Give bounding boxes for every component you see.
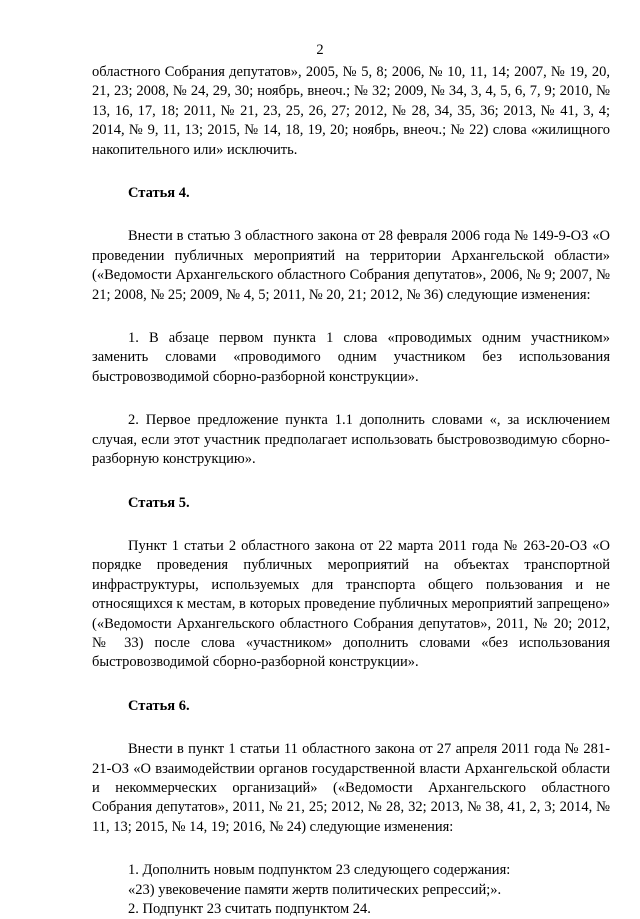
article-6-paragraph: Внести в пункт 1 статьи 11 областного закона от 27 апреля 2011 года № 281-21-ОЗ «О взаимодействии органов государственной власти Архангельской области и некоммерческих организаций» («Ведомости Архангельского областного Собрания депутатов», 2011, № 21, 25; 2012, № 28, 32; 2013, № 38, 41, 2, 3; 2014, № 11, 13; 2015, № 14, 19; 2016, № 24) следующие изменения:: [92, 741, 610, 835]
article-6-heading: Статья 6.: [128, 697, 190, 714]
article-5-paragraph: Пункт 1 статьи 2 областного закона от 22 марта 2011 года № 263-20-ОЗ «О порядке проведения публичных мероприятий на объектах транспортной инфраструктуры, используемых для транспорта общего пользования и не относящихся к местам, в которых проведение публичных мероприятий запрещено» («Ведомости Архангельского областного Собрания депутатов», 2011, № 20; 2012, № 33) после слова «участником» дополнить словами «без использования быстровозводимой сборно-разборной конструкции».: [92, 537, 610, 671]
article-4-paragraph: Внести в статью 3 областного закона от 28 февраля 2006 года № 149-9-ОЗ «О проведении публичных мероприятий на территории Архангельской области» («Ведомости Архангельского областного Собрания депутатов», 2006, № 9; 2007, № 21; 2008, № 25; 2009, № 4, 5; 2011, № 20, 21; 2012, № 36) следующие изменения:: [92, 228, 610, 303]
article-4-item-2: 2. Первое предложение пункта 1.1 дополнить словами «, за исключением случая, если этот участник предполагает использовать быстровозводимую сборно-разборную конструкцию».: [92, 412, 610, 468]
article-5-heading: Статья 5.: [128, 494, 190, 511]
page-number: 2: [316, 42, 324, 58]
article-4-item-1: 1. В абзаце первом пункта 1 слова «проводимых одним участником» заменить словами «проводимого одним участником без использования быстровозводимой сборно-разборной конструкции».: [92, 330, 610, 385]
article-6-item-2: 2. Подпункт 23 считать подпунктом 24.: [128, 901, 371, 917]
document-body: [92, 63, 610, 919]
article-6-new-subitem: «23) увековечение памяти жертв политических репрессий;».: [128, 881, 502, 898]
intro-paragraph: областного Собрания депутатов», 2005, № 5, 8; 2006, № 10, 11, 14; 2007, № 19, 20, 21, 23; 2008, № 24, 29, 30; ноябрь, внеоч.; № 32; 2009, № 34, 3, 4, 5, 6, 7, 9; 2010, № 13, 16, 17, 18; 2011, № 21, 23, 25, 26, 27; 2012, № 28, 34, 35, 36; 2013, № 41, 3, 4; 2014, № 9, 11, 13; 2015, № 14, 18, 19, 20; ноябрь, внеоч.; № 22) слова «жилищного накопительного или» исключить.: [92, 64, 610, 158]
article-6-item-1: 1. Дополнить новым подпунктом 23 следующего содержания:: [128, 862, 511, 879]
article-4-heading: Статья 4.: [128, 185, 190, 202]
